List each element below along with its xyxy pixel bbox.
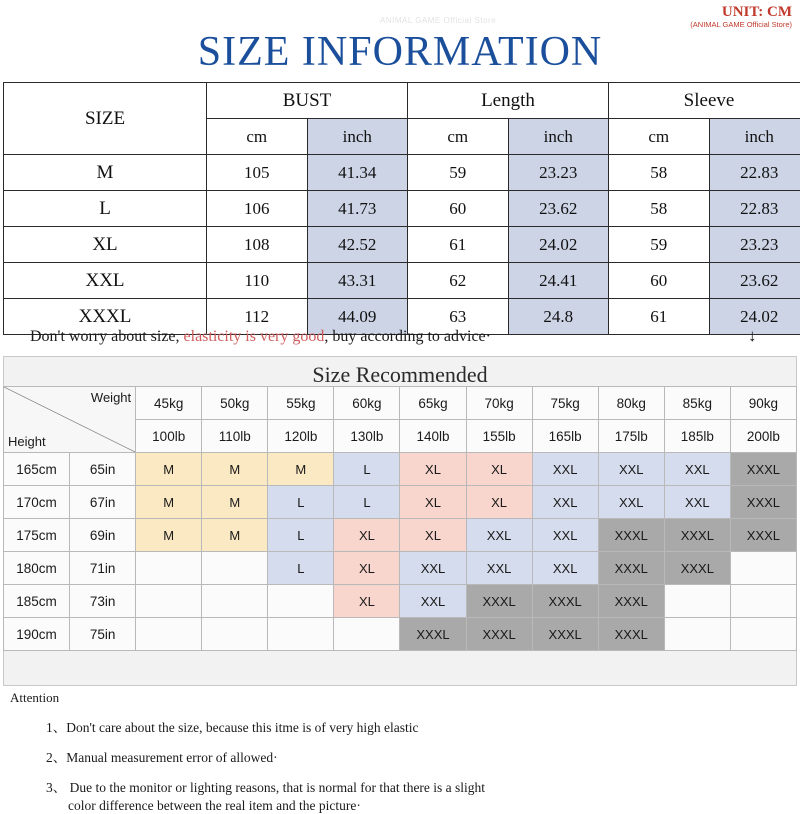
cell-bust-cm: 108	[207, 227, 308, 263]
recommended-size-cell: XL	[334, 519, 400, 552]
cell-length-inch: 24.02	[508, 227, 609, 263]
weight-lb-header: 200lb	[730, 420, 796, 453]
empty-cell	[664, 618, 730, 651]
height-cm-label: 170cm	[4, 486, 70, 519]
unit-main-text: UNIT: CM	[690, 4, 792, 21]
weight-lb-header: 100lb	[136, 420, 202, 453]
table-row	[4, 552, 797, 585]
recommended-size-cell: L	[268, 552, 334, 585]
recommended-size-cell: XXXL	[598, 585, 664, 618]
empty-cell	[730, 585, 796, 618]
row-size: M	[4, 155, 207, 191]
recommended-size-cell: XXL	[598, 486, 664, 519]
weight-lb-header: 165lb	[532, 420, 598, 453]
recommended-size-cell: L	[268, 519, 334, 552]
weight-lb-header: 175lb	[598, 420, 664, 453]
recommended-size-cell: XXL	[598, 453, 664, 486]
cell-sleeve-inch: 24.02	[709, 299, 800, 335]
recommended-size-cell: XL	[334, 585, 400, 618]
recommended-size-cell: M	[136, 519, 202, 552]
weight-kg-header: 45kg	[136, 387, 202, 420]
table-row	[4, 155, 800, 191]
row-size: XXXL	[4, 299, 207, 335]
down-arrow-icon: ↓	[748, 326, 757, 346]
weight-kg-header: 65kg	[400, 387, 466, 420]
subheader-bust-cm: cm	[207, 119, 308, 155]
recommended-size-cell: XL	[400, 486, 466, 519]
cell-bust-cm: 105	[207, 155, 308, 191]
weight-lb-header: 185lb	[664, 420, 730, 453]
height-cm-label: 190cm	[4, 618, 70, 651]
cell-length-cm: 61	[408, 227, 509, 263]
table-row	[4, 227, 800, 263]
empty-cell	[202, 585, 268, 618]
weight-lb-header: 130lb	[334, 420, 400, 453]
header-length: Length	[408, 83, 609, 119]
corner-weight-label: Weight	[91, 390, 131, 405]
cell-sleeve-cm: 58	[609, 191, 710, 227]
table-row	[4, 486, 797, 519]
note-highlight: elasticity is very good	[184, 328, 325, 345]
empty-cell	[202, 618, 268, 651]
weight-kg-header: 70kg	[466, 387, 532, 420]
recommended-size-cell: M	[136, 486, 202, 519]
height-inch-label: 69in	[70, 519, 136, 552]
recommended-size-cell: M	[202, 519, 268, 552]
height-inch-label: 67in	[70, 486, 136, 519]
empty-cell	[136, 618, 202, 651]
cell-sleeve-inch: 23.62	[709, 263, 800, 299]
corner-height-label: Height	[8, 434, 46, 449]
size-recommended-table	[3, 386, 797, 651]
unit-label	[690, 4, 792, 30]
height-inch-label: 73in	[70, 585, 136, 618]
weight-kg-header: 90kg	[730, 387, 796, 420]
empty-cell	[730, 552, 796, 585]
empty-cell	[202, 552, 268, 585]
rec-header-weight-kg-row	[4, 387, 797, 420]
row-size: L	[4, 191, 207, 227]
recommended-size-cell: XXL	[532, 453, 598, 486]
recommended-size-cell: XXL	[466, 552, 532, 585]
recommended-size-cell: M	[202, 486, 268, 519]
table-row	[4, 453, 797, 486]
attention-block	[10, 690, 790, 814]
cell-bust-inch: 44.09	[307, 299, 408, 335]
height-cm-label: 185cm	[4, 585, 70, 618]
table-row	[4, 618, 797, 651]
recommended-size-cell: XXL	[532, 519, 598, 552]
header-bust: BUST	[207, 83, 408, 119]
recommended-size-cell: XL	[400, 519, 466, 552]
cell-length-inch: 23.23	[508, 155, 609, 191]
header-size: SIZE	[4, 83, 207, 155]
recommended-size-cell: M	[202, 453, 268, 486]
cell-bust-cm: 110	[207, 263, 308, 299]
cell-sleeve-inch: 23.23	[709, 227, 800, 263]
cell-sleeve-cm: 59	[609, 227, 710, 263]
recommended-size-cell: XXXL	[730, 453, 796, 486]
cell-sleeve-inch: 22.83	[709, 155, 800, 191]
recommended-size-cell: XXXL	[598, 552, 664, 585]
recommended-size-cell: XXXL	[532, 618, 598, 651]
height-inch-label: 65in	[70, 453, 136, 486]
subheader-sleeve-cm: cm	[609, 119, 710, 155]
recommended-size-cell: XXL	[532, 552, 598, 585]
recommended-size-cell: XXL	[400, 552, 466, 585]
recommended-size-cell: XXXL	[400, 618, 466, 651]
recommended-size-cell: XL	[466, 453, 532, 486]
table-header-row	[4, 83, 800, 119]
recommended-size-cell: XXXL	[730, 486, 796, 519]
weight-lb-header: 120lb	[268, 420, 334, 453]
recommended-size-cell: L	[334, 453, 400, 486]
attention-line-3: 3、 Due to the monitor or lighting reasons, that is normal for that there is a slight	[10, 776, 790, 796]
table-row	[4, 585, 797, 618]
cell-length-cm: 59	[408, 155, 509, 191]
empty-cell	[136, 585, 202, 618]
subheader-length-inch: inch	[508, 119, 609, 155]
recommended-size-cell: L	[334, 486, 400, 519]
recommended-size-cell: XXL	[466, 519, 532, 552]
attention-line-3-cont: color difference between the real item and the picture·	[10, 798, 790, 814]
weight-lb-header: 140lb	[400, 420, 466, 453]
recommended-size-cell: XXL	[400, 585, 466, 618]
height-cm-label: 175cm	[4, 519, 70, 552]
recommended-size-cell: XXXL	[730, 519, 796, 552]
watermark-top: ANIMAL GAME Official Store	[380, 16, 496, 25]
height-cm-label: 180cm	[4, 552, 70, 585]
attention-title: Attention	[10, 690, 790, 706]
cell-length-inch: 23.62	[508, 191, 609, 227]
cell-sleeve-cm: 60	[609, 263, 710, 299]
cell-bust-inch: 41.34	[307, 155, 408, 191]
empty-cell	[268, 585, 334, 618]
size-information-table	[3, 82, 800, 335]
recommended-size-cell: XXL	[664, 453, 730, 486]
recommended-size-cell: XXL	[664, 486, 730, 519]
recommended-size-cell: XXXL	[664, 519, 730, 552]
weight-kg-header: 85kg	[664, 387, 730, 420]
empty-cell	[334, 618, 400, 651]
subheader-length-cm: cm	[408, 119, 509, 155]
empty-cell	[730, 618, 796, 651]
weight-kg-header: 50kg	[202, 387, 268, 420]
cell-bust-inch: 42.52	[307, 227, 408, 263]
attention-line-1: 1、Don't care about the size, because this itme is of very high elastic	[10, 716, 790, 736]
weight-height-corner-cell	[4, 387, 136, 453]
recommended-size-cell: M	[268, 453, 334, 486]
cell-sleeve-cm: 61	[609, 299, 710, 335]
recommended-size-cell: M	[136, 453, 202, 486]
subheader-bust-inch: inch	[307, 119, 408, 155]
weight-kg-header: 80kg	[598, 387, 664, 420]
cell-length-cm: 63	[408, 299, 509, 335]
cell-bust-cm: 106	[207, 191, 308, 227]
empty-cell	[136, 552, 202, 585]
cell-sleeve-inch: 22.83	[709, 191, 800, 227]
cell-length-inch: 24.41	[508, 263, 609, 299]
height-cm-label: 165cm	[4, 453, 70, 486]
height-inch-label: 71in	[70, 552, 136, 585]
cell-length-cm: 60	[408, 191, 509, 227]
header-sleeve: Sleeve	[609, 83, 800, 119]
page-title: SIZE INFORMATION	[0, 28, 800, 76]
elasticity-note	[30, 328, 491, 346]
weight-kg-header: 55kg	[268, 387, 334, 420]
cell-length-cm: 62	[408, 263, 509, 299]
row-size: XL	[4, 227, 207, 263]
recommended-size-cell: L	[268, 486, 334, 519]
weight-kg-header: 60kg	[334, 387, 400, 420]
weight-lb-header: 110lb	[202, 420, 268, 453]
recommended-size-cell: XXXL	[598, 618, 664, 651]
recommended-size-cell: XXXL	[532, 585, 598, 618]
note-part2: , buy according to advice·	[324, 328, 491, 345]
recommended-size-cell: XL	[334, 552, 400, 585]
cell-bust-inch: 43.31	[307, 263, 408, 299]
empty-cell	[664, 585, 730, 618]
recommended-size-cell: XXXL	[598, 519, 664, 552]
attention-line-2: 2、Manual measurement error of allowed·	[10, 746, 790, 766]
note-part1: Don't worry about size,	[30, 328, 184, 345]
cell-bust-cm: 112	[207, 299, 308, 335]
table-row	[4, 263, 800, 299]
recommended-size-cell: XXXL	[466, 585, 532, 618]
cell-length-inch: 24.8	[508, 299, 609, 335]
weight-lb-header: 155lb	[466, 420, 532, 453]
recommended-size-cell: XXXL	[466, 618, 532, 651]
unit-sub-text: (ANIMAL GAME Official Store)	[690, 21, 792, 30]
cell-bust-inch: 41.73	[307, 191, 408, 227]
cell-sleeve-cm: 58	[609, 155, 710, 191]
height-inch-label: 75in	[70, 618, 136, 651]
size-recommended-title: Size Recommended	[4, 357, 796, 388]
recommended-size-cell: XL	[400, 453, 466, 486]
weight-kg-header: 75kg	[532, 387, 598, 420]
row-size: XXL	[4, 263, 207, 299]
subheader-sleeve-inch: inch	[709, 119, 800, 155]
table-row	[4, 519, 797, 552]
table-row	[4, 191, 800, 227]
recommended-size-cell: XL	[466, 486, 532, 519]
empty-cell	[268, 618, 334, 651]
recommended-size-cell: XXL	[532, 486, 598, 519]
recommended-size-cell: XXXL	[664, 552, 730, 585]
